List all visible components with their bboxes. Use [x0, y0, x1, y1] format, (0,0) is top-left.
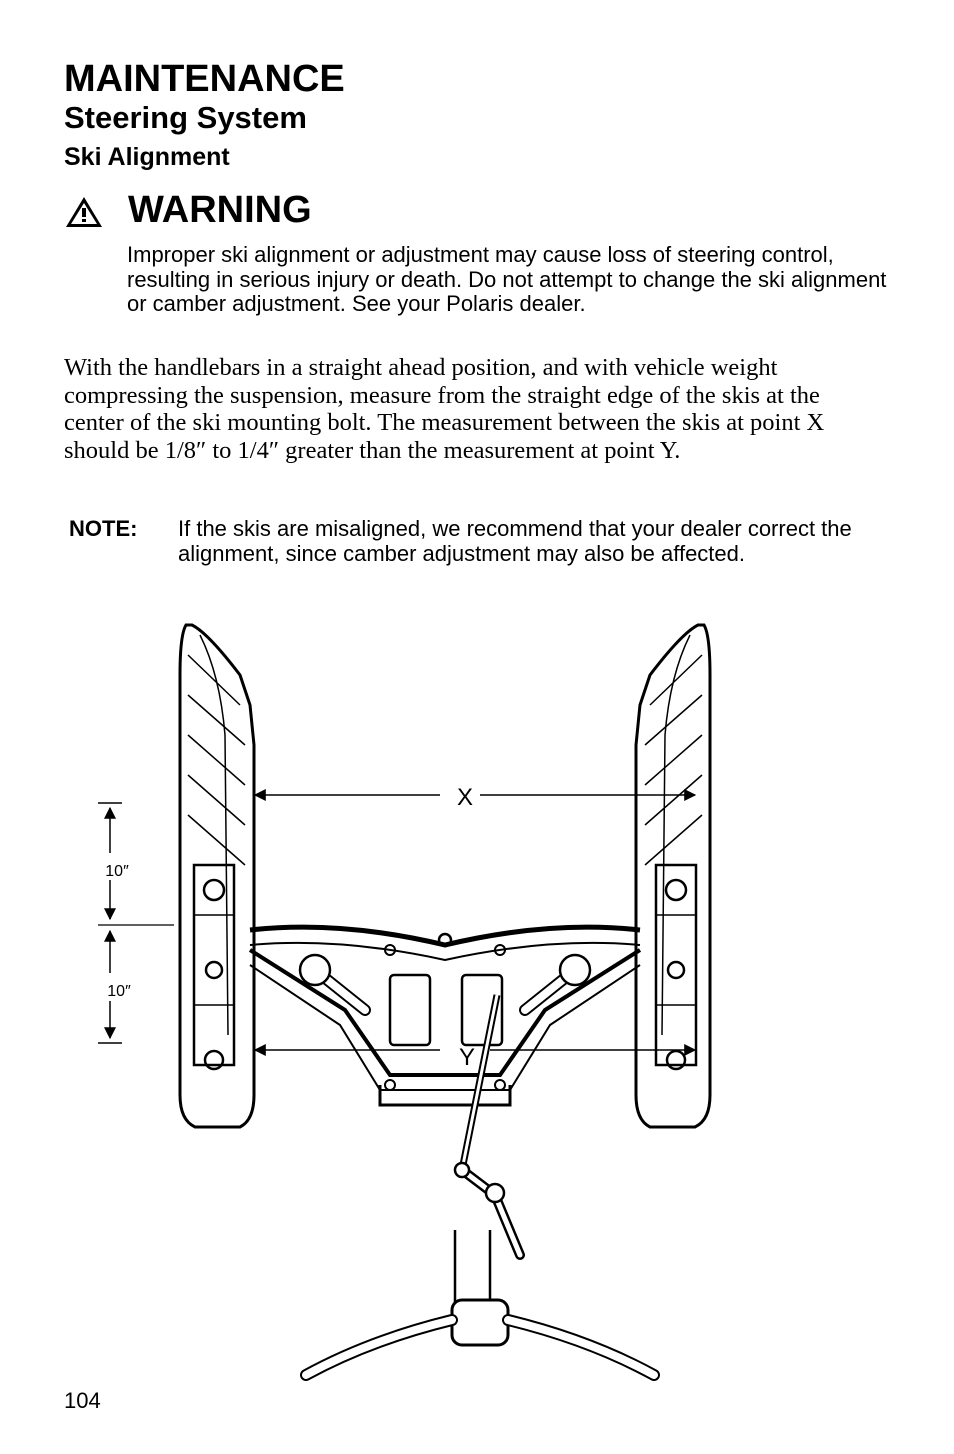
right-ski — [636, 625, 710, 1127]
front-suspension — [250, 927, 640, 1105]
left-ski — [180, 625, 254, 1127]
dimension-lower-label: 10″ — [107, 983, 131, 1000]
note-label: NOTE: — [69, 516, 138, 541]
warning-text: Improper ski alignment or adjustment may cause loss of steering control, resulting in serious injury or death. Do not attempt to change the ski alignment or camber adjustment. See your Polaris dealer. — [127, 242, 887, 316]
body-paragraph: With the handlebars in a straight ahead position, and with vehicle weight compressing the suspension, measure from the straight edge of the skis at the center of the ski mounting bolt. The measurement between the skis at point X should be 1/8″ to 1/4″ greater than the measurement at point Y. — [64, 354, 825, 464]
label-y: Y — [458, 1044, 476, 1071]
page-number: 104 — [64, 1388, 101, 1413]
ski-alignment-diagram — [90, 615, 790, 1385]
steering-column — [306, 995, 654, 1375]
dimension-lines — [98, 803, 174, 1043]
label-x: X — [456, 784, 474, 811]
warning-triangle-icon — [64, 195, 104, 229]
note-text: If the skis are misaligned, we recommend that your dealer correct the alignment, since camber adjustment may also be affected. — [178, 516, 852, 566]
subsection-title: Steering System — [64, 100, 307, 135]
section-title: MAINTENANCE — [64, 58, 345, 100]
dimension-upper-label: 10″ — [105, 863, 129, 880]
warning-heading: WARNING — [128, 189, 312, 231]
topic-title: Ski Alignment — [64, 143, 230, 171]
